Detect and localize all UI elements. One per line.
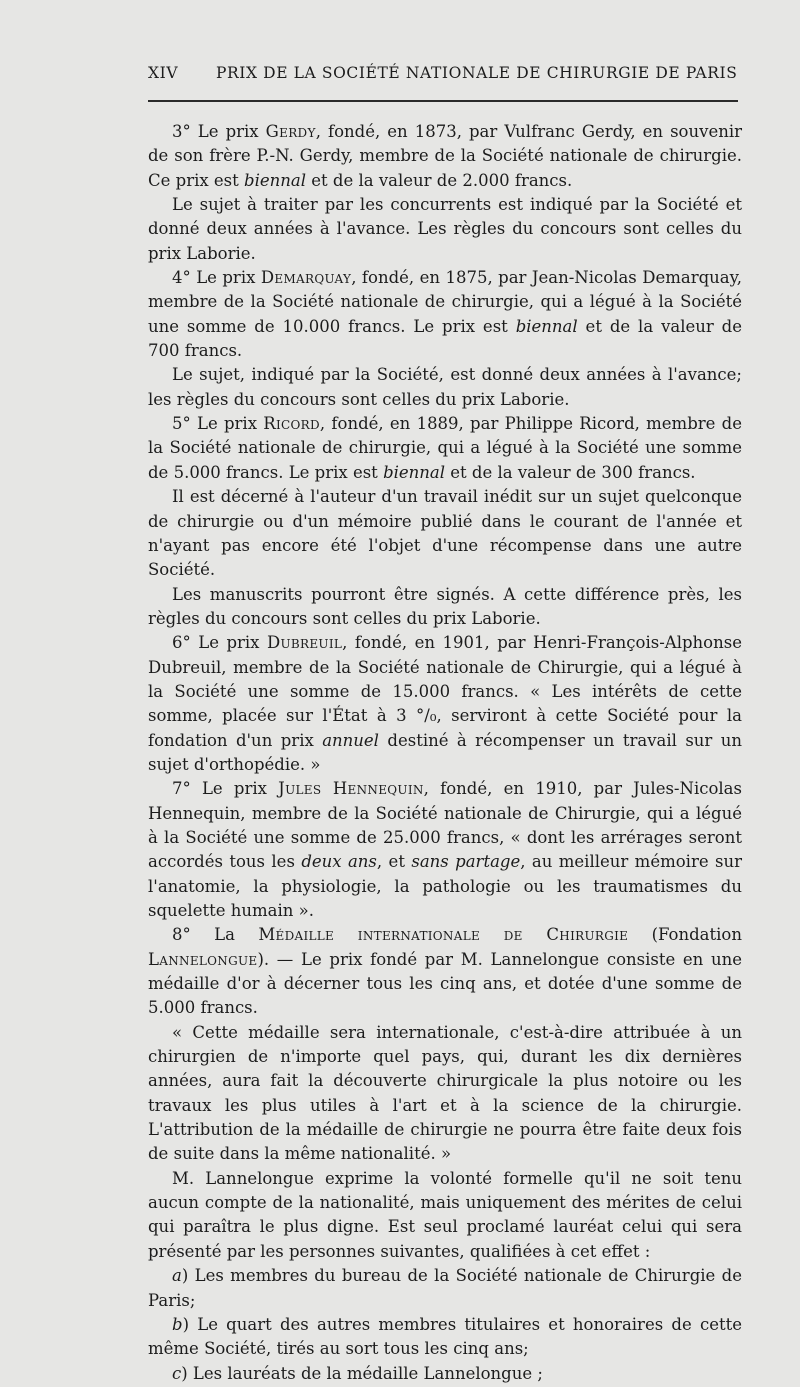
body-text <box>148 120 742 1386</box>
paragraph: Les manuscrits pourront être signés. A cette différence près, les règles du concours sont celles du prix Laborie. <box>148 584 742 628</box>
paragraph-prix-hennequin: 7° Le prix Jules Hennequin, fondé, en 1910, par Jules-Nicolas Hennequin, membre de la Société nationale de Chirurgie, qui a légué à la Société une somme de 25.000 francs, « dont les arrérages seront accordés tous les deux ans, et sans partage, au meilleur mémoire sur l'anatomie, la physiologie, la pathologie ou les traumatismes du squelette humain ». <box>148 779 742 920</box>
paragraph-prix-ricord: 5° Le prix Ricord, fondé, en 1889, par Philippe Ricord, membre de la Société nationale de chirurgie, qui a légué à la Société une somme de 5.000 francs. Le prix est biennal et de la valeur de 300 francs. <box>148 414 742 482</box>
list-item-c: c) Les lauréats de la médaille Lannelongue ; <box>172 1363 543 1383</box>
paragraph-medaille-internationale: 8° La Médaille internationale de Chirurgie (Fondation Lannelongue). — Le prix fondé par M. Lannelongue consiste en une médaille d'or à décerner tous les cinq ans, et dotée d'une somme de 5.000 francs. <box>148 925 742 1018</box>
paragraph: « Cette médaille sera internationale, c'est-à-dire attribuée à un chirurgien de n'importe quel pays, qui, durant les dix dernières années, aura fait la découverte chirurgicale la plus notoire ou les travaux les plus utiles à l'art et à la science de la chirurgie. L'attribution de la médaille de chirurgie ne pourra être faite deux fois de suite dans la même nationalité. » <box>148 1022 742 1164</box>
header-rule <box>148 100 738 102</box>
paragraph: Le sujet, indiqué par la Société, est donné deux années à l'avance; les règles du concours sont celles du prix Laborie. <box>148 365 742 409</box>
running-header <box>148 64 738 82</box>
page-number: XIV <box>148 64 179 82</box>
paragraph-prix-demarquay: 4° Le prix Demarquay, fondé, en 1875, par Jean-Nicolas Demarquay, membre de la Société nationale de chirurgie, qui a légué à la Société une somme de 10.000 francs. Le prix est biennal et de la valeur de 700 francs. <box>148 268 742 361</box>
paragraph: M. Lannelongue exprime la volonté formelle qu'il ne soit tenu aucun compte de la nationalité, mais uniquement des mérites de celui qui paraîtra le plus digne. Est seul proclamé lauréat celui qui sera présenté par les personnes suivantes, qualifiées à cet effet : <box>148 1168 742 1261</box>
running-title: PRIX DE LA SOCIÉTÉ NATIONALE DE CHIRURGIE DE PARIS <box>216 64 738 82</box>
paragraph: Le sujet à traiter par les concurrents est indiqué par la Société et donné deux années à l'avance. Les règles du concours sont celles du prix Laborie. <box>148 195 742 263</box>
paragraph-prix-dubreuil: 6° Le prix Dubreuil, fondé, en 1901, par Henri-François-Alphonse Dubreuil, membre de la Société nationale de Chirurgie, qui a légué à la Société une somme de 15.000 francs. « Les intérêts de cette somme, placée sur l'État à 3 °/₀, serviront à cette Société pour la fondation d'un prix annuel destiné à récompenser un travail sur un sujet d'orthopédie. » <box>148 633 742 774</box>
paragraph-prix-gerdy: 3° Le prix Gerdy, fondé, en 1873, par Vulfranc Gerdy, en souvenir de son frère P.-N. Gerdy, membre de la Société nationale de chirurgie. Ce prix est biennal et de la valeur de 2.000 francs. <box>148 122 742 190</box>
paragraph: Il est décerné à l'auteur d'un travail inédit sur un sujet quelconque de chirurgie ou d'un mémoire publié dans le courant de l'année et n'ayant pas encore été l'objet d'une récompense dans une autre Société. <box>148 487 742 580</box>
list-item-a: a) Les membres du bureau de la Société nationale de Chirurgie de Paris; <box>148 1266 742 1310</box>
list-item-b: b) Le quart des autres membres titulaires et honoraires de cette même Société, tirés au sort tous les cinq ans; <box>148 1314 742 1359</box>
